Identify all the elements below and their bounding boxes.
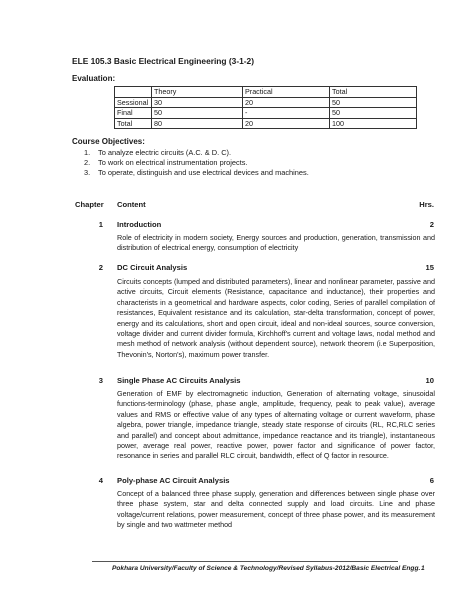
table-cell: 100 — [330, 118, 417, 129]
chapter-title: Single Phase AC Circuits Analysis — [117, 376, 241, 385]
chapter-title: Introduction — [117, 220, 162, 229]
chapter-hours: 15 — [425, 263, 434, 272]
table-cell: Practical — [243, 87, 330, 98]
table-cell: Final — [115, 108, 152, 119]
table-row — [115, 97, 417, 108]
table-cell — [115, 87, 152, 98]
chapter-content: Role of electricity in modern society, Energy sources and production, generation, transmission and distribution of electrical energy, consumption of electricity — [117, 233, 435, 253]
chapter-hours: 2 — [429, 220, 434, 229]
table-cell: Theory — [152, 87, 243, 98]
course-title: ELE 105.3 Basic Electrical Engineering (3-1-2) — [72, 56, 254, 66]
table-cell: Sessional — [115, 97, 152, 108]
footer-text: Pokhara University/Faculty of Science & Technology/Revised Syllabus-2012/Basic Electrical Engg. — [112, 565, 421, 572]
content-column-header: Content — [117, 200, 146, 209]
chapter-number: 1 — [98, 220, 103, 229]
objective-item — [84, 158, 248, 167]
table-header-row — [115, 87, 417, 98]
chapter-content: Circuits concepts (lumped and distributed parameters), linear and nonlinear parameter, passive and active circuits, Circuit elements (Resistance, capacitance and inductance), their properties and characterists in a geometrical and hardware aspects, color coding, Series of parallel compilation of resistances, Equivalent resistance and its calculation, star-delta transformation, concept of power, energy and its calculations, short and open circuit, ideal and non-ideal sources, source conversion, voltage divider and current divider formula, Kirchhoff's current and voltage laws, nodal method and mesh method of network analysis (without dependent source), network theorem (i.e Superposition, Thevonin's, Norton's), maximum power transfer. — [117, 277, 435, 359]
chapter-number: 2 — [98, 263, 103, 272]
chapter-title: DC Circuit Analysis — [117, 263, 188, 272]
chapter-number: 3 — [98, 376, 103, 385]
chapter-title: Poly-phase AC Circuit Analysis — [117, 476, 230, 485]
table-row — [115, 108, 417, 119]
table-cell: - — [243, 108, 330, 119]
table-cell: 30 — [152, 97, 243, 108]
table-cell: 50 — [152, 108, 243, 119]
page-number: 1 — [421, 565, 425, 572]
table-cell: Total — [115, 118, 152, 129]
objective-number: 2. — [84, 158, 91, 167]
hours-column-header: Hrs. — [419, 200, 434, 209]
chapter-content: Concept of a balanced three phase supply, generation and differences between single phase over three phase system, star and delta connected supply and load circuits. Line and phase voltage/current relations, power measurement, concept of three phase power, and its measurement by single and two wattmeter method — [117, 489, 435, 530]
course-objectives-label: Course Objectives: — [72, 137, 145, 146]
table-row — [115, 118, 417, 129]
chapter-content: Generation of EMF by electromagnetic induction, Generation of alternating voltage, sinusoidal functions-terminology (phase, phase angle, amplitude, frequency, peak to peak value), average values and RMS or effective value of any types of alternating voltage or current waveform, phase algebra, power triangle, impedance triangle, steady state response of circuits (RL, RC,RLC series and parallel) and concept about admittance, impedance reactance and its triangle), instantaneous power, average real power, reactive power, power factor and significance of power factor, resonance in series and parallel RLC circuit, bandwidth, effect of Q factor in resource. — [117, 389, 435, 461]
evaluation-label: Evaluation: — [72, 74, 116, 83]
table-cell: Total — [330, 87, 417, 98]
evaluation-table — [114, 86, 417, 129]
chapter-hours: 10 — [425, 376, 434, 385]
table-cell: 80 — [152, 118, 243, 129]
objective-number: 3. — [84, 168, 91, 177]
chapter-column-header: Chapter — [75, 200, 104, 209]
table-cell: 50 — [330, 108, 417, 119]
table-cell: 20 — [243, 118, 330, 129]
objective-item — [84, 168, 309, 177]
chapter-hours: 6 — [429, 476, 434, 485]
footer-divider — [92, 561, 398, 562]
chapter-number: 4 — [98, 476, 103, 485]
objective-text: To work on electrical instrumentation projects. — [98, 158, 248, 167]
objective-number: 1. — [84, 148, 91, 157]
objective-text: To analyze electric circuits (A.C. & D. C). — [98, 148, 232, 157]
table-cell: 20 — [243, 97, 330, 108]
objective-item — [84, 148, 231, 157]
objective-text: To operate, distinguish and use electrical devices and machines. — [98, 168, 309, 177]
table-cell: 50 — [330, 97, 417, 108]
